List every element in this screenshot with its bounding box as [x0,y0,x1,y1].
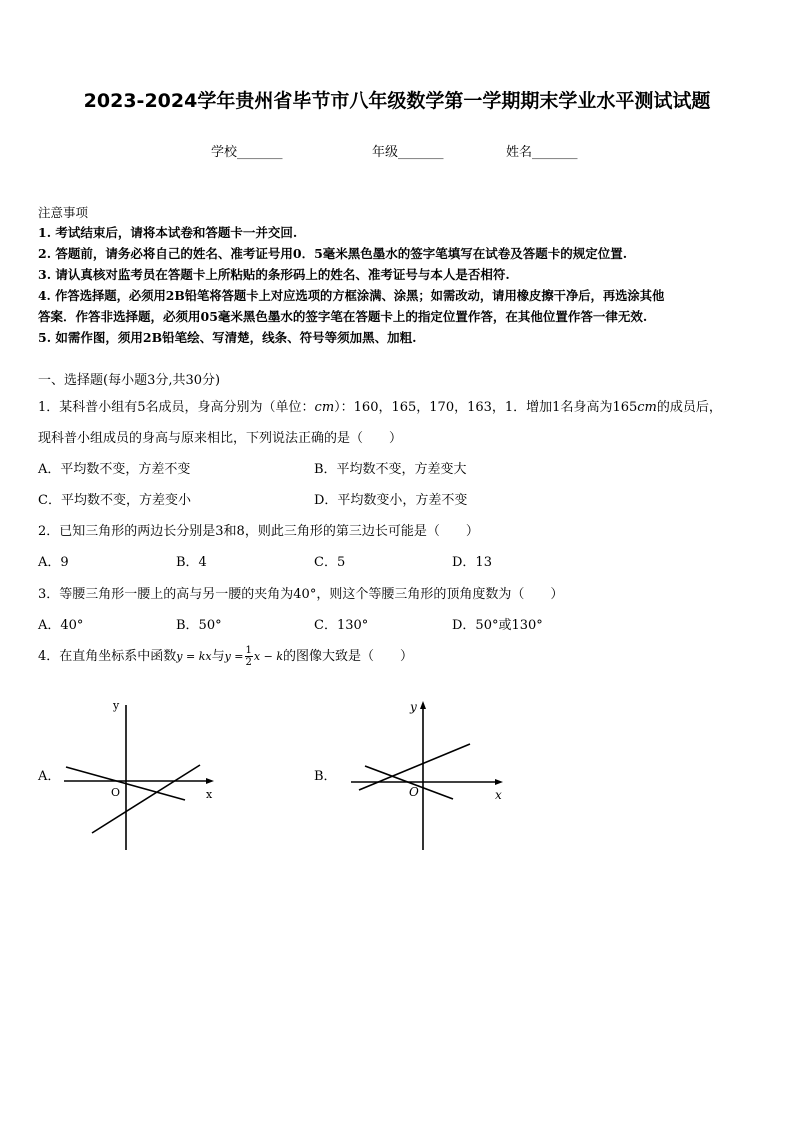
q3-option-b: B．50° [176,618,222,633]
graph-a-origin-label: O [111,786,121,799]
q1-unit-2: cm [637,400,657,415]
q4-option-a-label: A． [38,769,61,784]
q4-option-b-label: B． [314,769,337,784]
q4-expr-1: y = kx [176,650,212,663]
q3-option-d: D．50°或130° [452,618,543,633]
graph-b-y-label: y [410,700,417,714]
question-2: 2．已知三角形的两边长分别是3和8，则此三角形的第三边长可能是（ ） [38,524,479,539]
question-3: 3．等腰三角形一腰上的高与另一腰的夹角为40°，则这个等腰三角形的顶角度数为（ ） [38,587,564,602]
name-field: 姓名_______ [506,145,578,160]
notice-item: 5. 如需作图，须用2B铅笔绘、写清楚，线条、符号等须加黑、加粗. [38,330,417,345]
page-title: 2023-2024学年贵州省毕节市八年级数学第一学期期末学业水平测试试题 [83,90,711,112]
q2-option-a: A．9 [38,555,69,570]
graph-a-x-label: x [206,788,213,801]
question-1-line-2: 现科普小组成员的身高与原来相比，下列说法正确的是（ ） [38,431,403,446]
graph-a-y-label: y [113,699,120,712]
q4-expr-2-lhs: y = [224,650,244,663]
q4-text-a: 4．在直角坐标系中函数 [38,649,177,664]
notice-item: 3. 请认真核对监考员在答题卡上所粘贴的条形码上的姓名、准考证号与本人是否相符. [38,267,510,282]
graph-b-line-1 [359,744,470,790]
q4-expr-2-rhs: x − k [253,650,283,663]
q4-fraction-numerator: 1 [245,645,252,656]
q2-option-d: D．13 [452,555,492,570]
notice-item: 2. 答题前，请务必将自己的姓名、准考证号用0．5毫米黑色墨水的签字笔填写在试卷及答题卡的规定位置. [38,246,628,261]
notice-item: 4. 作答选择题，必须用2B铅笔将答题卡上对应选项的方框涂满、涂黑；如需改动，请用橡皮擦干净后，再选涂其他 [38,288,665,303]
q4-text-c: 的图像大致是（ ） [283,649,414,664]
q3-option-c: C．130° [314,618,369,633]
graph-a-x-arrow [206,778,214,784]
graph-b-x-arrow [495,779,503,785]
graph-b-origin-label: O [409,785,419,799]
graph-b-x-label: x [495,788,502,802]
notice-item: 1. 考试结束后，请将本试卷和答题卡一并交回. [38,225,298,240]
notice-item: 答案．作答非选择题，必须用05毫米黑色墨水的签字笔在答题卡上的指定位置作答，在其他位置作答一律无效. [38,309,648,324]
q1-unit: cm [314,400,335,415]
q4-fraction-denominator: 2 [245,657,252,668]
q1-text-c: 的成员后， [656,400,722,415]
grade-field: 年级_______ [372,145,444,160]
notice-heading: 注意事项 [38,205,89,220]
q4-graph-a [60,695,220,855]
q2-option-b: B．4 [176,555,207,570]
q1-option-b: B．平均数不变，方差变大 [314,462,467,477]
q4-text-b: 与 [211,649,225,664]
school-field: 学校_______ [211,145,283,160]
q1-option-d: D．平均数变小，方差不变 [314,493,468,508]
q3-option-a: A．40° [38,618,84,633]
question-1-line-1 [38,396,722,415]
q1-text-a: 1．某科普小组有5名成员，身高分别为（单位： [38,400,315,415]
section-heading: 一、选择题(每小题3分,共30分) [38,373,221,388]
question-4 [38,645,413,668]
graph-b-y-arrow [420,701,426,709]
q1-text-b: ）：160，165，170，163，1．增加1名身高为165 [334,400,638,415]
q4-graph-b [345,695,515,855]
q1-option-c: C．平均数不变，方差变小 [38,493,191,508]
q1-option-a: A．平均数不变，方差不变 [38,462,191,477]
q4-fraction [245,645,253,668]
q2-option-c: C．5 [314,555,346,570]
